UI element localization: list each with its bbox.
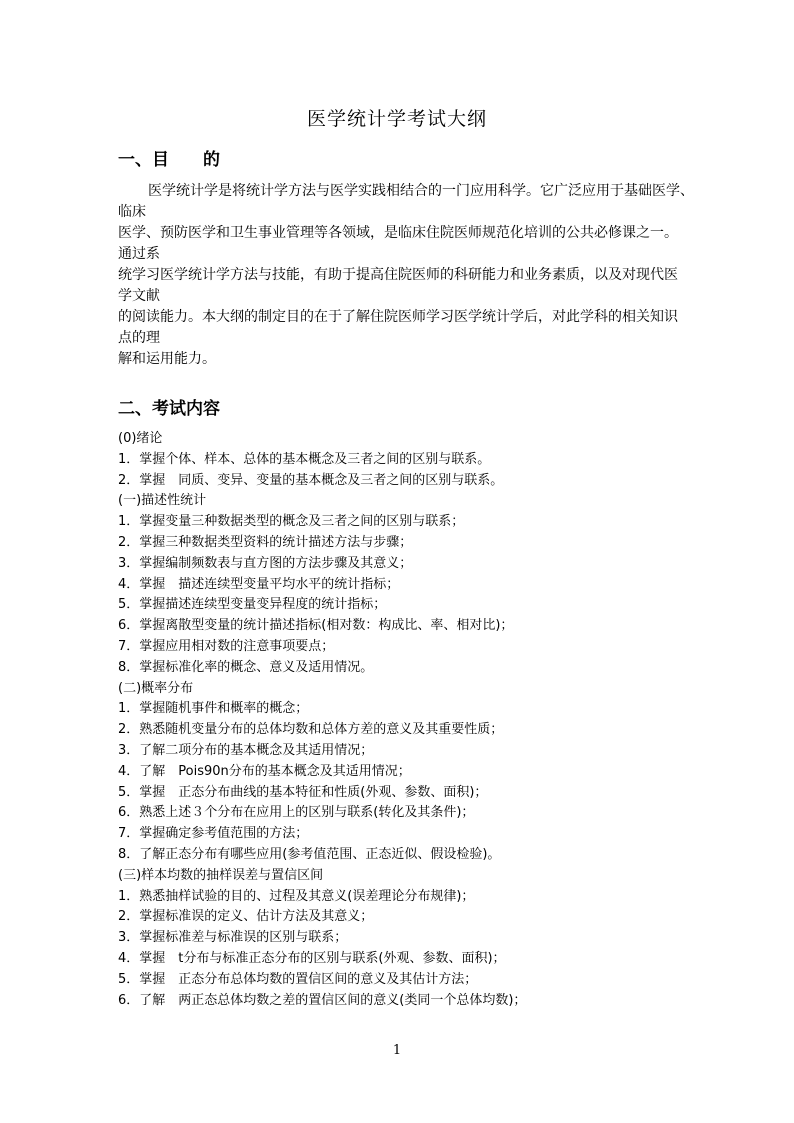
list-item: 2．掌握标准误的定义、估计方法及其意义； [118, 909, 374, 925]
list-item: 3．掌握标准差与标准误的区别与联系； [118, 930, 348, 946]
list-item: (一)描述性统计 [118, 493, 207, 509]
list-item: 2．熟悉随机变量分布的总体均数和总体方差的意义及其重要性质； [118, 722, 504, 738]
list-item: 4．掌握 描述连续型变量平均水平的统计指标； [118, 576, 400, 592]
list-item: 1．掌握随机事件和概率的概念； [118, 701, 309, 717]
list-item: 7．掌握应用相对数的注意事项要点； [118, 638, 335, 654]
purpose-paragraph-line: 的阅读能力。本大纲的制定目的在于了解住院医师学习医学统计学后，对此学科的相关知识 [118, 309, 678, 325]
list-item: 4．了解 Pois90n分布的基本概念及其适用情况； [118, 763, 411, 779]
purpose-paragraph-line: 临床 [118, 204, 146, 220]
list-item: 1．掌握个体、样本、总体的基本概念及三者之间的区别与联系。 [118, 451, 491, 467]
list-item: (0)绪论 [118, 431, 163, 446]
list-item: 8．掌握标准化率的概念、意义及适用情况。 [118, 659, 374, 675]
list-item: 6．熟悉上述３个分布在应用上的区别与联系(转化及其条件)； [118, 805, 475, 821]
list-item: 5．掌握 正态分布曲线的基本特征和性质(外观、参数、面积)； [118, 784, 488, 800]
list-item: 2．掌握三种数据类型资料的统计描述方法与步骤； [118, 534, 413, 550]
section-heading-exam-content: 二、考试内容 [118, 399, 220, 419]
list-item: 5．掌握 正态分布总体均数的置信区间的意义及其估计方法； [118, 971, 478, 987]
list-item: 6．掌握离散型变量的统计描述指标(相对数：构成比、率、相对比)； [118, 618, 514, 634]
purpose-paragraph-line: 通过系 [118, 246, 160, 262]
list-item: 3．了解二项分布的基本概念及其适用情况； [118, 742, 374, 758]
page-title: 医学统计学考试大纲 [306, 108, 487, 130]
section-heading-purpose: 一、目 的 [118, 150, 220, 170]
list-item: (三)样本均数的抽样误差与置信区间 [118, 867, 324, 883]
list-item: 5．掌握描述连续型变量变异程度的统计指标； [118, 597, 387, 613]
list-item: 1．熟悉抽样试验的目的、过程及其意义(误差理论分布规律)； [118, 888, 475, 904]
exam-content-list [118, 429, 718, 1011]
page-number: 1 [392, 1043, 402, 1058]
list-item: 2．掌握 同质、变异、变量的基本概念及三者之间的区别与联系。 [118, 472, 504, 488]
list-item: 8．了解正态分布有哪些应用(参考值范围、正态近似、假设检验)。 [118, 846, 501, 862]
purpose-paragraph-line: 点的理 [118, 330, 160, 346]
purpose-paragraph-line: 解和运用能力。 [118, 351, 216, 367]
list-item: 4．掌握 t分布与标准正态分布的区别与联系(外观、参数、面积)； [118, 950, 506, 966]
purpose-paragraph-line: 统学习医学统计学方法与技能，有助于提高住院医师的科研能力和业务素质，以及对现代医 [118, 267, 678, 283]
list-item: 6．了解 两正态总体均数之差的置信区间的意义(类同一个总体均数)； [118, 992, 527, 1008]
purpose-paragraph-line: 医学统计学是将统计学方法与医学实践相结合的一门应用科学。它广泛应用于基础医学、 [148, 183, 694, 199]
list-item: (二)概率分布 [118, 680, 194, 696]
list-item: 3．掌握编制频数表与直方图的方法步骤及其意义； [118, 555, 413, 571]
list-item: 1．掌握变量三种数据类型的概念及三者之间的区别与联系； [118, 514, 465, 530]
list-item: 7．掌握确定参考值范围的方法； [118, 826, 309, 842]
purpose-paragraph-line: 学文献 [118, 288, 160, 304]
purpose-paragraph-line: 医学、预防医学和卫生事业管理等各领域，是临床住院医师规范化培训的公共必修课之一。 [118, 225, 678, 241]
